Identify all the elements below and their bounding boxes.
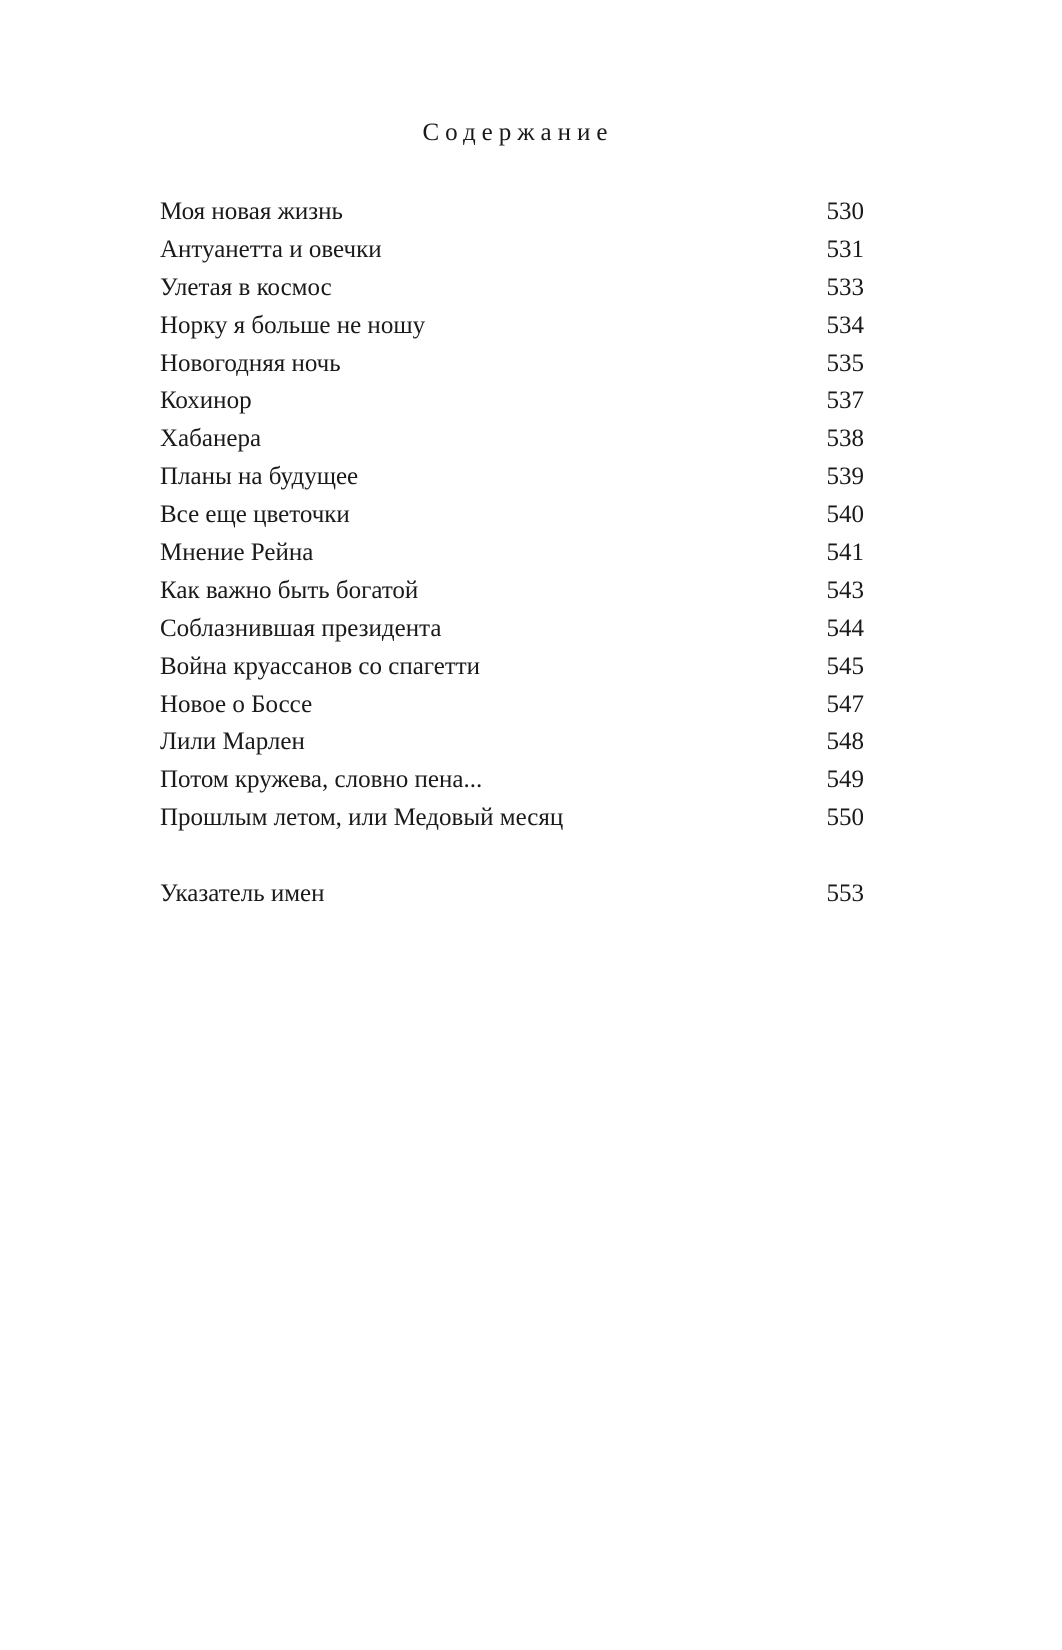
toc-title: Содержание bbox=[422, 119, 614, 146]
toc-entry-page: 534 bbox=[826, 311, 864, 339]
toc-entry-label: Лили Марлен bbox=[160, 728, 305, 756]
toc-entry-page: 545 bbox=[826, 652, 864, 680]
toc-entry bbox=[160, 231, 864, 269]
toc-list bbox=[160, 193, 864, 837]
toc-entry bbox=[160, 799, 864, 837]
toc-entry bbox=[160, 193, 864, 231]
toc-entry-page: 531 bbox=[826, 235, 864, 263]
toc-entry bbox=[160, 534, 864, 572]
toc-entry-page: 548 bbox=[826, 728, 864, 756]
toc-entry-label: Как важно быть богатой bbox=[160, 576, 419, 604]
toc-entry-label: Новогодняя ночь bbox=[160, 349, 341, 377]
toc-entry bbox=[160, 345, 864, 383]
toc-entry-label: Потом кружева, словно пена... bbox=[160, 766, 483, 794]
toc-entry-label: Улетая в космос bbox=[160, 273, 332, 301]
toc-index-page: 553 bbox=[826, 880, 864, 907]
toc-entry-label: Мнение Рейна bbox=[160, 539, 314, 567]
toc-entry-page: 530 bbox=[826, 198, 864, 225]
toc-entry bbox=[160, 723, 864, 761]
toc-entry bbox=[160, 610, 864, 648]
toc-entry-label: Прошлым летом, или Медовый месяц bbox=[160, 804, 564, 832]
toc-index-entry bbox=[160, 875, 864, 913]
toc-entry-label: Кохинор bbox=[160, 387, 252, 415]
toc-entry-page: 540 bbox=[826, 501, 864, 529]
toc-entry bbox=[160, 307, 864, 345]
toc-entry-page: 544 bbox=[826, 614, 864, 642]
toc-entry-label: Война круассанов со спагетти bbox=[160, 652, 481, 680]
toc-index-label: Указатель имен bbox=[160, 880, 325, 907]
toc-entry bbox=[160, 496, 864, 534]
toc-entry-page: 549 bbox=[826, 766, 864, 794]
toc-entry-page: 538 bbox=[826, 425, 864, 453]
toc-entry-page: 537 bbox=[826, 387, 864, 415]
toc-entry-page: 547 bbox=[826, 690, 864, 718]
toc-entry-label: Норку я больше не ношу bbox=[160, 311, 426, 339]
toc-entry bbox=[160, 686, 864, 724]
toc-entry-page: 535 bbox=[826, 349, 864, 377]
toc-entry bbox=[160, 572, 864, 610]
toc-entry-label: Соблазнившая президента bbox=[160, 614, 442, 642]
toc-entry bbox=[160, 420, 864, 458]
toc-entry-label: Все еще цветочки bbox=[160, 501, 350, 529]
toc-entry-label: Антуанетта и овечки bbox=[160, 235, 382, 263]
toc-entry-page: 533 bbox=[826, 273, 864, 301]
toc-entry bbox=[160, 648, 864, 686]
toc-entry bbox=[160, 761, 864, 799]
toc-entry bbox=[160, 458, 864, 496]
toc-entry-label: Моя новая жизнь bbox=[160, 198, 343, 225]
toc-entry-label: Планы на будущее bbox=[160, 463, 359, 491]
toc-entry bbox=[160, 382, 864, 420]
toc-entry-page: 541 bbox=[826, 539, 864, 567]
toc-entry-page: 539 bbox=[826, 463, 864, 491]
toc-entry-label: Новое о Боссе bbox=[160, 690, 313, 718]
toc-entry-page: 550 bbox=[826, 804, 864, 832]
toc-entry-label: Хабанера bbox=[160, 425, 262, 453]
toc-entry-page: 543 bbox=[826, 576, 864, 604]
toc-entry bbox=[160, 269, 864, 307]
